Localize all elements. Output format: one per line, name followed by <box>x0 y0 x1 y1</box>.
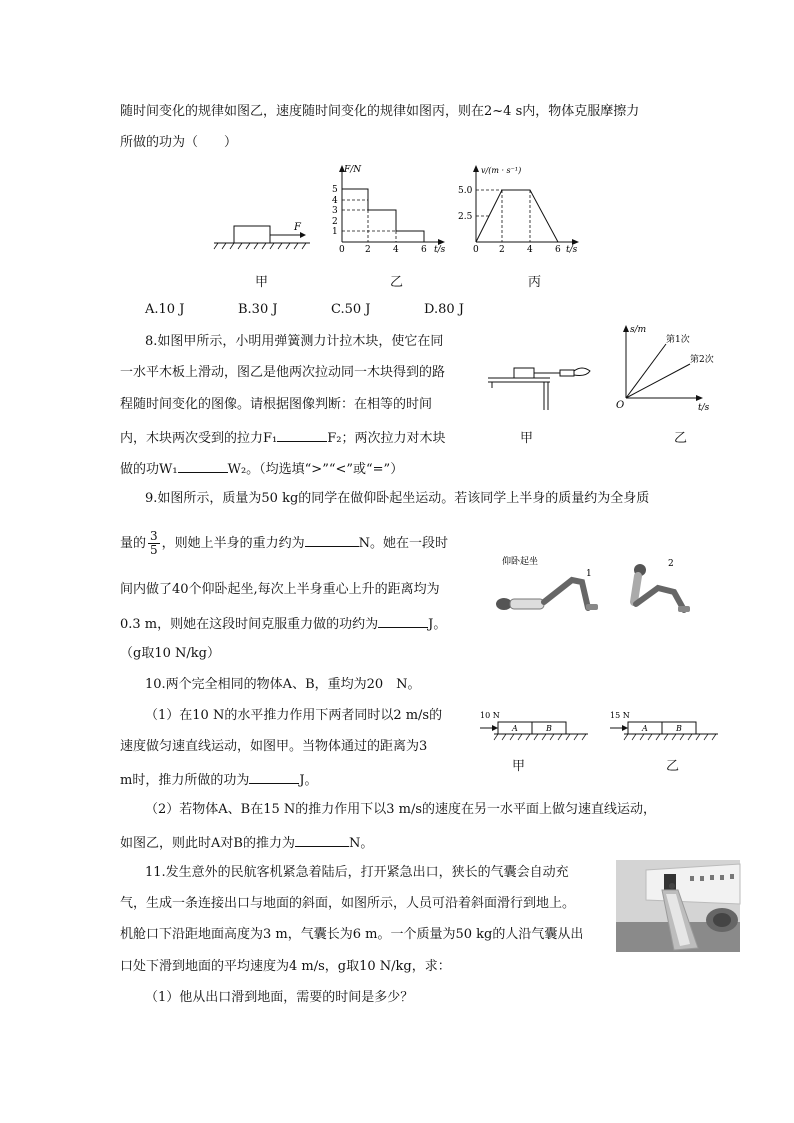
yi-ytick-2: 2 <box>332 217 338 227</box>
q7-option-d: D.80 J <box>424 302 464 317</box>
q10-caption-jia: 甲 <box>512 759 526 774</box>
q8-text-line3: 程随时间变化的图像。请根据图像判断：在相等的时间 <box>120 397 433 412</box>
q10-text-line1: 10.两个完全相同的物体A、B，重均为20 N。 <box>145 677 421 692</box>
q7-caption-bing: 丙 <box>528 275 542 290</box>
yi-xtick-2: 2 <box>365 245 371 255</box>
q7-option-b: B.30 J <box>238 302 278 317</box>
q9-fraction: $\frac{3}{5}$ <box>150 529 158 557</box>
q9-text-line2: 量的 $\frac{3}{5}$ ，则她上半身的重力约为 N。她在一段时 <box>120 529 449 557</box>
q10-jia-block-a: A <box>512 724 518 733</box>
q7-option-c: C.50 J <box>331 302 371 317</box>
q7-caption-yi: 乙 <box>390 275 404 290</box>
q10-yi-block-b: B <box>676 724 682 733</box>
q11-text-line5: （1）他从出口滑到地面，需要的时间是多少？ <box>145 990 414 1005</box>
q7-text-line2: 所做的功为（ ） <box>120 135 238 150</box>
q8-chart-yi <box>606 322 714 414</box>
bing-xlabel: t/s <box>566 245 578 255</box>
q10-text-line5: （2）若物体A、B在15 N的推力作用下以3 m/s的速度在另一水平面上做匀速直线运动， <box>145 802 657 817</box>
q8-ylabel: s/m <box>630 325 647 335</box>
q9-blank-1[interactable] <box>305 532 359 547</box>
bing-xtick-4: 4 <box>527 245 533 255</box>
yi-ytick-1: 1 <box>332 227 338 237</box>
yi-ylabel: F/N <box>344 165 362 175</box>
q8-blank-2[interactable] <box>178 458 228 473</box>
q10-caption-yi: 乙 <box>666 759 680 774</box>
q9-text-line5: （g取10 N/kg） <box>120 646 220 661</box>
bing-ylabel: v/(m · s⁻¹) <box>481 166 522 175</box>
q8-line2-label: 第2次 <box>690 355 714 365</box>
q9-pose1-label: 1 <box>586 569 592 579</box>
q7-figure-jia <box>212 218 312 254</box>
q10-jia-block-b: B <box>546 724 552 733</box>
q10-blank-2[interactable] <box>295 832 349 847</box>
q11-text-line1: 11.发生意外的民航客机紧急着陆后，打开紧急出口，狭长的气囊会自动充 <box>145 865 569 880</box>
bing-xtick-2: 2 <box>499 245 505 255</box>
bing-ytick-2-5: 2.5 <box>458 212 473 222</box>
q9-fig-title: 仰卧起坐 <box>502 557 539 567</box>
lying-person-icon <box>496 580 598 610</box>
q7-option-a: A.10 J <box>145 302 185 317</box>
q9-blank-2[interactable] <box>378 613 428 628</box>
yi-ytick-5: 5 <box>332 185 338 195</box>
q8-caption-yi: 乙 <box>674 431 688 446</box>
q10-figure-yi <box>608 708 720 744</box>
q9-situp-figure <box>488 552 704 622</box>
q9-text-line4: 0.3 m，则她在这段时间克服重力做的功约为 J。 <box>120 613 446 634</box>
q8-text-line4: 内，木块两次受到的拉力F₁ F₂；两次拉力对木块 <box>120 427 445 448</box>
bing-xtick-6: 6 <box>555 245 561 255</box>
q8-text-line5: 做的功W₁ W₂。（均选填“>”“<”或“=”） <box>120 458 403 479</box>
yi-xtick-4: 4 <box>393 245 399 255</box>
bing-xtick-0: 0 <box>473 245 479 255</box>
q8-caption-jia: 甲 <box>520 431 534 446</box>
yi-xtick-0: 0 <box>339 245 345 255</box>
q9-text-line3: 间内做了40个仰卧起坐,每次上半身重心上升的距离均为 <box>120 582 440 597</box>
yi-ytick-3: 3 <box>332 206 338 216</box>
q7-caption-jia: 甲 <box>255 275 269 290</box>
q8-text-line1: 8.如图甲所示，小明用弹簧测力计拉木块，使它在同 <box>145 334 444 349</box>
yi-xtick-6: 6 <box>421 245 427 255</box>
q11-text-line3: 机舱口下沿距地面高度为3 m，气囊长为6 m。一个质量为50 kg的人沿气囊从出 <box>120 927 584 942</box>
q10-text-line2: （1）在10 N的水平推力作用下两者同时以2 m/s的 <box>145 708 443 723</box>
q7-chart-bing <box>456 160 586 256</box>
q11-text-line4: 口处下滑到地面的平均速度为4 m/s，g取10 N/kg，求： <box>120 959 451 974</box>
q11-airplane-slide-photo <box>616 860 740 952</box>
q8-origin: O <box>616 400 625 411</box>
force-label: F <box>294 222 301 233</box>
q11-text-line2: 气，生成一条连接出口与地面的斜面，如图所示，人员可沿着斜面滑行到地上。 <box>120 896 576 911</box>
q8-xlabel: t/s <box>698 403 710 413</box>
q8-blank-1[interactable] <box>277 427 327 442</box>
q8-text-line2: 一水平木板上滑动，图乙是他两次拉动同一木块得到的路 <box>120 365 446 380</box>
yi-ytick-4: 4 <box>332 196 338 206</box>
q9-pose2-label: 2 <box>668 559 674 569</box>
yi-xlabel: t/s <box>434 245 446 255</box>
q7-chart-yi <box>322 162 452 254</box>
q8-figure-jia <box>484 358 594 414</box>
q10-yi-force: 15 N <box>610 711 630 720</box>
situp-person-icon <box>634 564 690 612</box>
q9-text-line1: 9.如图所示，质量为50 kg的同学在做仰卧起坐运动。若该同学上半身的质量约为全身质 <box>145 491 650 506</box>
q10-jia-force: 10 N <box>480 711 500 720</box>
bing-ytick-5: 5.0 <box>458 186 473 196</box>
q10-blank-1[interactable] <box>249 769 299 784</box>
q7-text-line1: 随时间变化的规律如图乙，速度随时间变化的规律如图丙，则在2~4 s内，物体克服摩擦力 <box>120 104 640 119</box>
q10-text-line4: m时，推力所做的功为 J。 <box>120 769 318 790</box>
q8-line1-label: 第1次 <box>666 335 690 345</box>
q10-text-line6: 如图乙，则此时A对B的推力为 N。 <box>120 832 373 853</box>
q10-figure-jia <box>478 708 590 744</box>
q10-yi-block-a: A <box>642 724 648 733</box>
q10-text-line3: 速度做匀速直线运动，如图甲。当物体通过的距离为3 <box>120 739 428 754</box>
